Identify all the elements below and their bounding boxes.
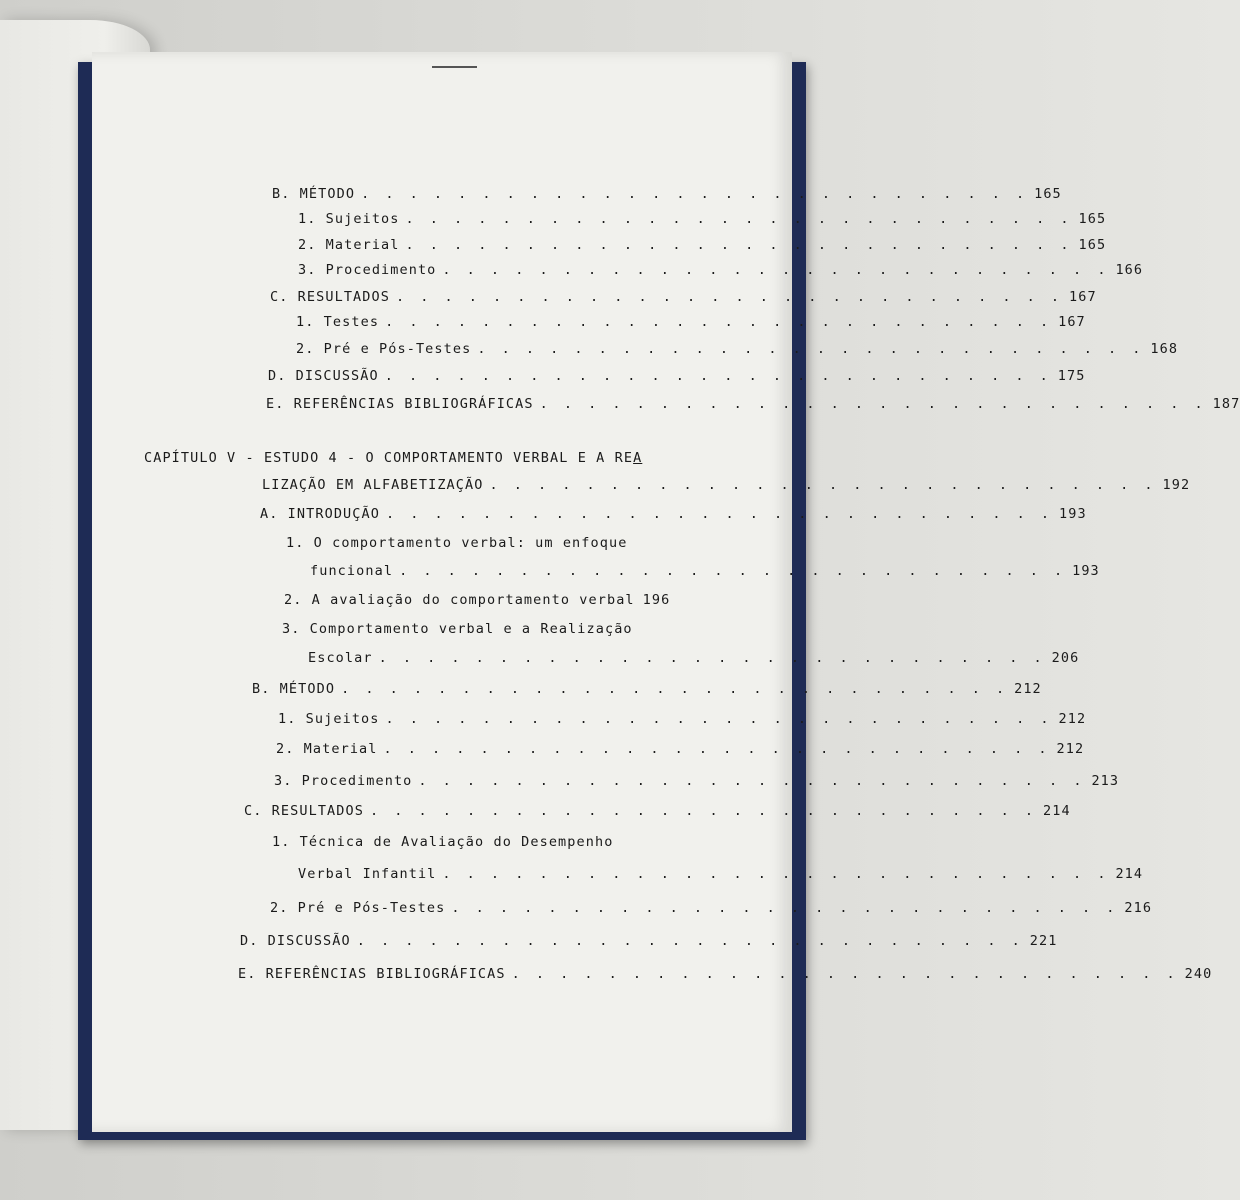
toc-entry (252, 681, 1042, 697)
toc-entry-label: 1. O comportamento verbal: um enfoque (286, 535, 628, 551)
toc-entry (266, 396, 1240, 412)
toc-entry-continued (282, 621, 633, 637)
leader-dots: . . . . . . . . . . . . . . . . . . . . . . . . . . . . (395, 289, 1063, 305)
leader-dots: . . . . . . . . . . . . . . . . . . . . . . . . . . . . (539, 396, 1207, 412)
toc-entry (284, 592, 671, 608)
toc-entry-page: 240 (1184, 966, 1213, 982)
toc-entry-label: 2. Material (298, 237, 400, 253)
toc-entry (278, 711, 1087, 727)
toc-entry (270, 289, 1097, 305)
leader-dots: . . . . . . . . . . . . . . . . . . . . . . . . . . . . (399, 563, 1067, 579)
toc-entry-label: E. REFERÊNCIAS BIBLIOGRÁFICAS (266, 396, 534, 412)
toc-entry-page: 221 (1029, 933, 1058, 949)
toc-entry-label: 1. Sujeitos (298, 211, 400, 227)
toc-entry-page: 213 (1091, 773, 1120, 789)
toc-entry (296, 314, 1086, 330)
toc-entry-page: 212 (1058, 711, 1087, 727)
toc-entry-page: 212 (1056, 741, 1085, 757)
toc-entry-page: 165 (1078, 237, 1107, 253)
toc-entry (260, 506, 1087, 522)
toc-entry (298, 211, 1107, 227)
toc-entry-page: 196 (642, 592, 671, 608)
chapter-heading-text: CAPÍTULO V - ESTUDO 4 - O COMPORTAMENTO VERBAL E A RE (144, 450, 634, 466)
leader-dots: . . . . . . . . . . . . . . . . . . . . . . . . . . . . (442, 262, 1110, 278)
leader-dots: . . . . . . . . . . . . . . . . . . . . . . . . . . . . (477, 341, 1145, 357)
toc-entry-continued (272, 834, 613, 850)
leader-dots: . . . . . . . . . . . . . . . . . . . . . . . . . . . . (511, 966, 1179, 982)
toc-entry-page: 206 (1051, 650, 1080, 666)
toc-entry (310, 563, 1100, 579)
toc-entry-label: funcional (310, 563, 394, 579)
toc-entry (308, 650, 1080, 666)
leader-dots: . . . . . . . . . . . . . . . . . . . . . . . . . . . . (385, 314, 1053, 330)
toc-entry-page: 216 (1124, 900, 1153, 916)
leader-dots: . . . . . . . . . . . . . . . . . . . . . . . . . . . . (385, 506, 1053, 522)
toc-entry-label: C. RESULTADOS (270, 289, 390, 305)
toc-entry-label: 2. Material (276, 741, 378, 757)
toc-entry-label: Verbal Infantil (298, 866, 437, 882)
toc-entry-label: E. REFERÊNCIAS BIBLIOGRÁFICAS (238, 966, 506, 982)
toc-entry-continued (286, 535, 627, 551)
leader-dots: . . . . . . . . . . . . . . . . . . . . . . . . . . . . (418, 773, 1086, 789)
toc-entry-page: 167 (1069, 289, 1097, 305)
toc-page (92, 52, 1240, 1132)
leader-dots: . . . . . . . . . . . . . . . . . . . . . . . . . . . . (405, 211, 1073, 227)
leader-dots: . . . . . . . . . . . . . . . . . . . . . . . . . . . . (369, 803, 1037, 819)
toc-entry-page: 214 (1043, 803, 1071, 819)
toc-entry-label: D. DISCUSSÃO (268, 368, 379, 384)
page-top-rule (432, 66, 477, 68)
toc-entry-page: 175 (1057, 368, 1086, 384)
chapter-heading (144, 450, 642, 466)
toc-entry (296, 341, 1179, 357)
toc-entry-label: 2. A avaliação do comportamento verbal (284, 592, 635, 608)
chapter-heading-underlined-letter: A (633, 450, 643, 466)
toc-entry (238, 966, 1213, 982)
toc-entry-label: 2. Pré e Pós-Testes (270, 900, 446, 916)
toc-entry (276, 741, 1085, 757)
toc-entry (268, 368, 1086, 384)
toc-entry-page: 193 (1072, 563, 1100, 579)
toc-entry-label: D. DISCUSSÃO (240, 933, 351, 949)
toc-entry-page: 166 (1115, 262, 1144, 278)
toc-entry-label: Escolar (308, 650, 373, 666)
toc-entry-label: 1. Sujeitos (278, 711, 380, 727)
toc-entry-label: 3. Procedimento (298, 262, 437, 278)
toc-entry (298, 237, 1107, 253)
toc-entry-page: 214 (1115, 866, 1144, 882)
leader-dots: . . . . . . . . . . . . . . . . . . . . . . . . . . . . (442, 866, 1110, 882)
toc-entry-page: 165 (1034, 186, 1062, 202)
toc-entry (270, 900, 1153, 916)
leader-dots: . . . . . . . . . . . . . . . . . . . . . . . . . . . . (383, 741, 1051, 757)
leader-dots: . . . . . . . . . . . . . . . . . . . . . . . . . . . . (451, 900, 1119, 916)
toc-entry-page: 192 (1162, 477, 1191, 493)
toc-entry-page: 187 (1212, 396, 1240, 412)
leader-dots: . . . . . . . . . . . . . . . . . . . . . . . . . . . . (405, 237, 1073, 253)
toc-entry-label: 1. Técnica de Avaliação do Desempenho (272, 834, 614, 850)
toc-entry-page: 165 (1078, 211, 1107, 227)
toc-entry-page: 167 (1058, 314, 1086, 330)
toc-entry-label: C. RESULTADOS (244, 803, 364, 819)
toc-entry-page: 193 (1059, 506, 1087, 522)
toc-entry (244, 803, 1071, 819)
toc-entry-label: A. INTRODUÇÃO (260, 506, 380, 522)
toc-entry (272, 186, 1062, 202)
toc-entry-label: B. MÉTODO (252, 681, 336, 697)
leader-dots: . . . . . . . . . . . . . . . . . . . . . . . . . . . . (361, 186, 1029, 202)
leader-dots: . . . . . . . . . . . . . . . . . . . . . . . . . . . . (489, 477, 1157, 493)
leader-dots: . . . . . . . . . . . . . . . . . . . . . . . . . . . . (341, 681, 1009, 697)
leader-dots: . . . . . . . . . . . . . . . . . . . . . . . . . . . . (384, 368, 1052, 384)
leader-dots: . . . . . . . . . . . . . . . . . . . . . . . . . . . . (378, 650, 1046, 666)
toc-entry-label: 1. Testes (296, 314, 380, 330)
toc-entry (298, 866, 1144, 882)
toc-entry-label: 3. Comportamento verbal e a Realização (282, 621, 633, 637)
toc-entry-label: B. MÉTODO (272, 186, 356, 202)
toc-entry (240, 933, 1058, 949)
toc-entry (298, 262, 1144, 278)
toc-entry (262, 477, 1191, 493)
toc-entry-label: LIZAÇÃO EM ALFABETIZAÇÃO (262, 477, 484, 493)
toc-entry-page: 168 (1150, 341, 1179, 357)
toc-entry-page: 212 (1014, 681, 1042, 697)
toc-entry-label: 2. Pré e Pós-Testes (296, 341, 472, 357)
toc-entry (274, 773, 1120, 789)
toc-entry-label: 3. Procedimento (274, 773, 413, 789)
leader-dots: . . . . . . . . . . . . . . . . . . . . . . . . . . . . (385, 711, 1053, 727)
leader-dots: . . . . . . . . . . . . . . . . . . . . . . . . . . . . (356, 933, 1024, 949)
